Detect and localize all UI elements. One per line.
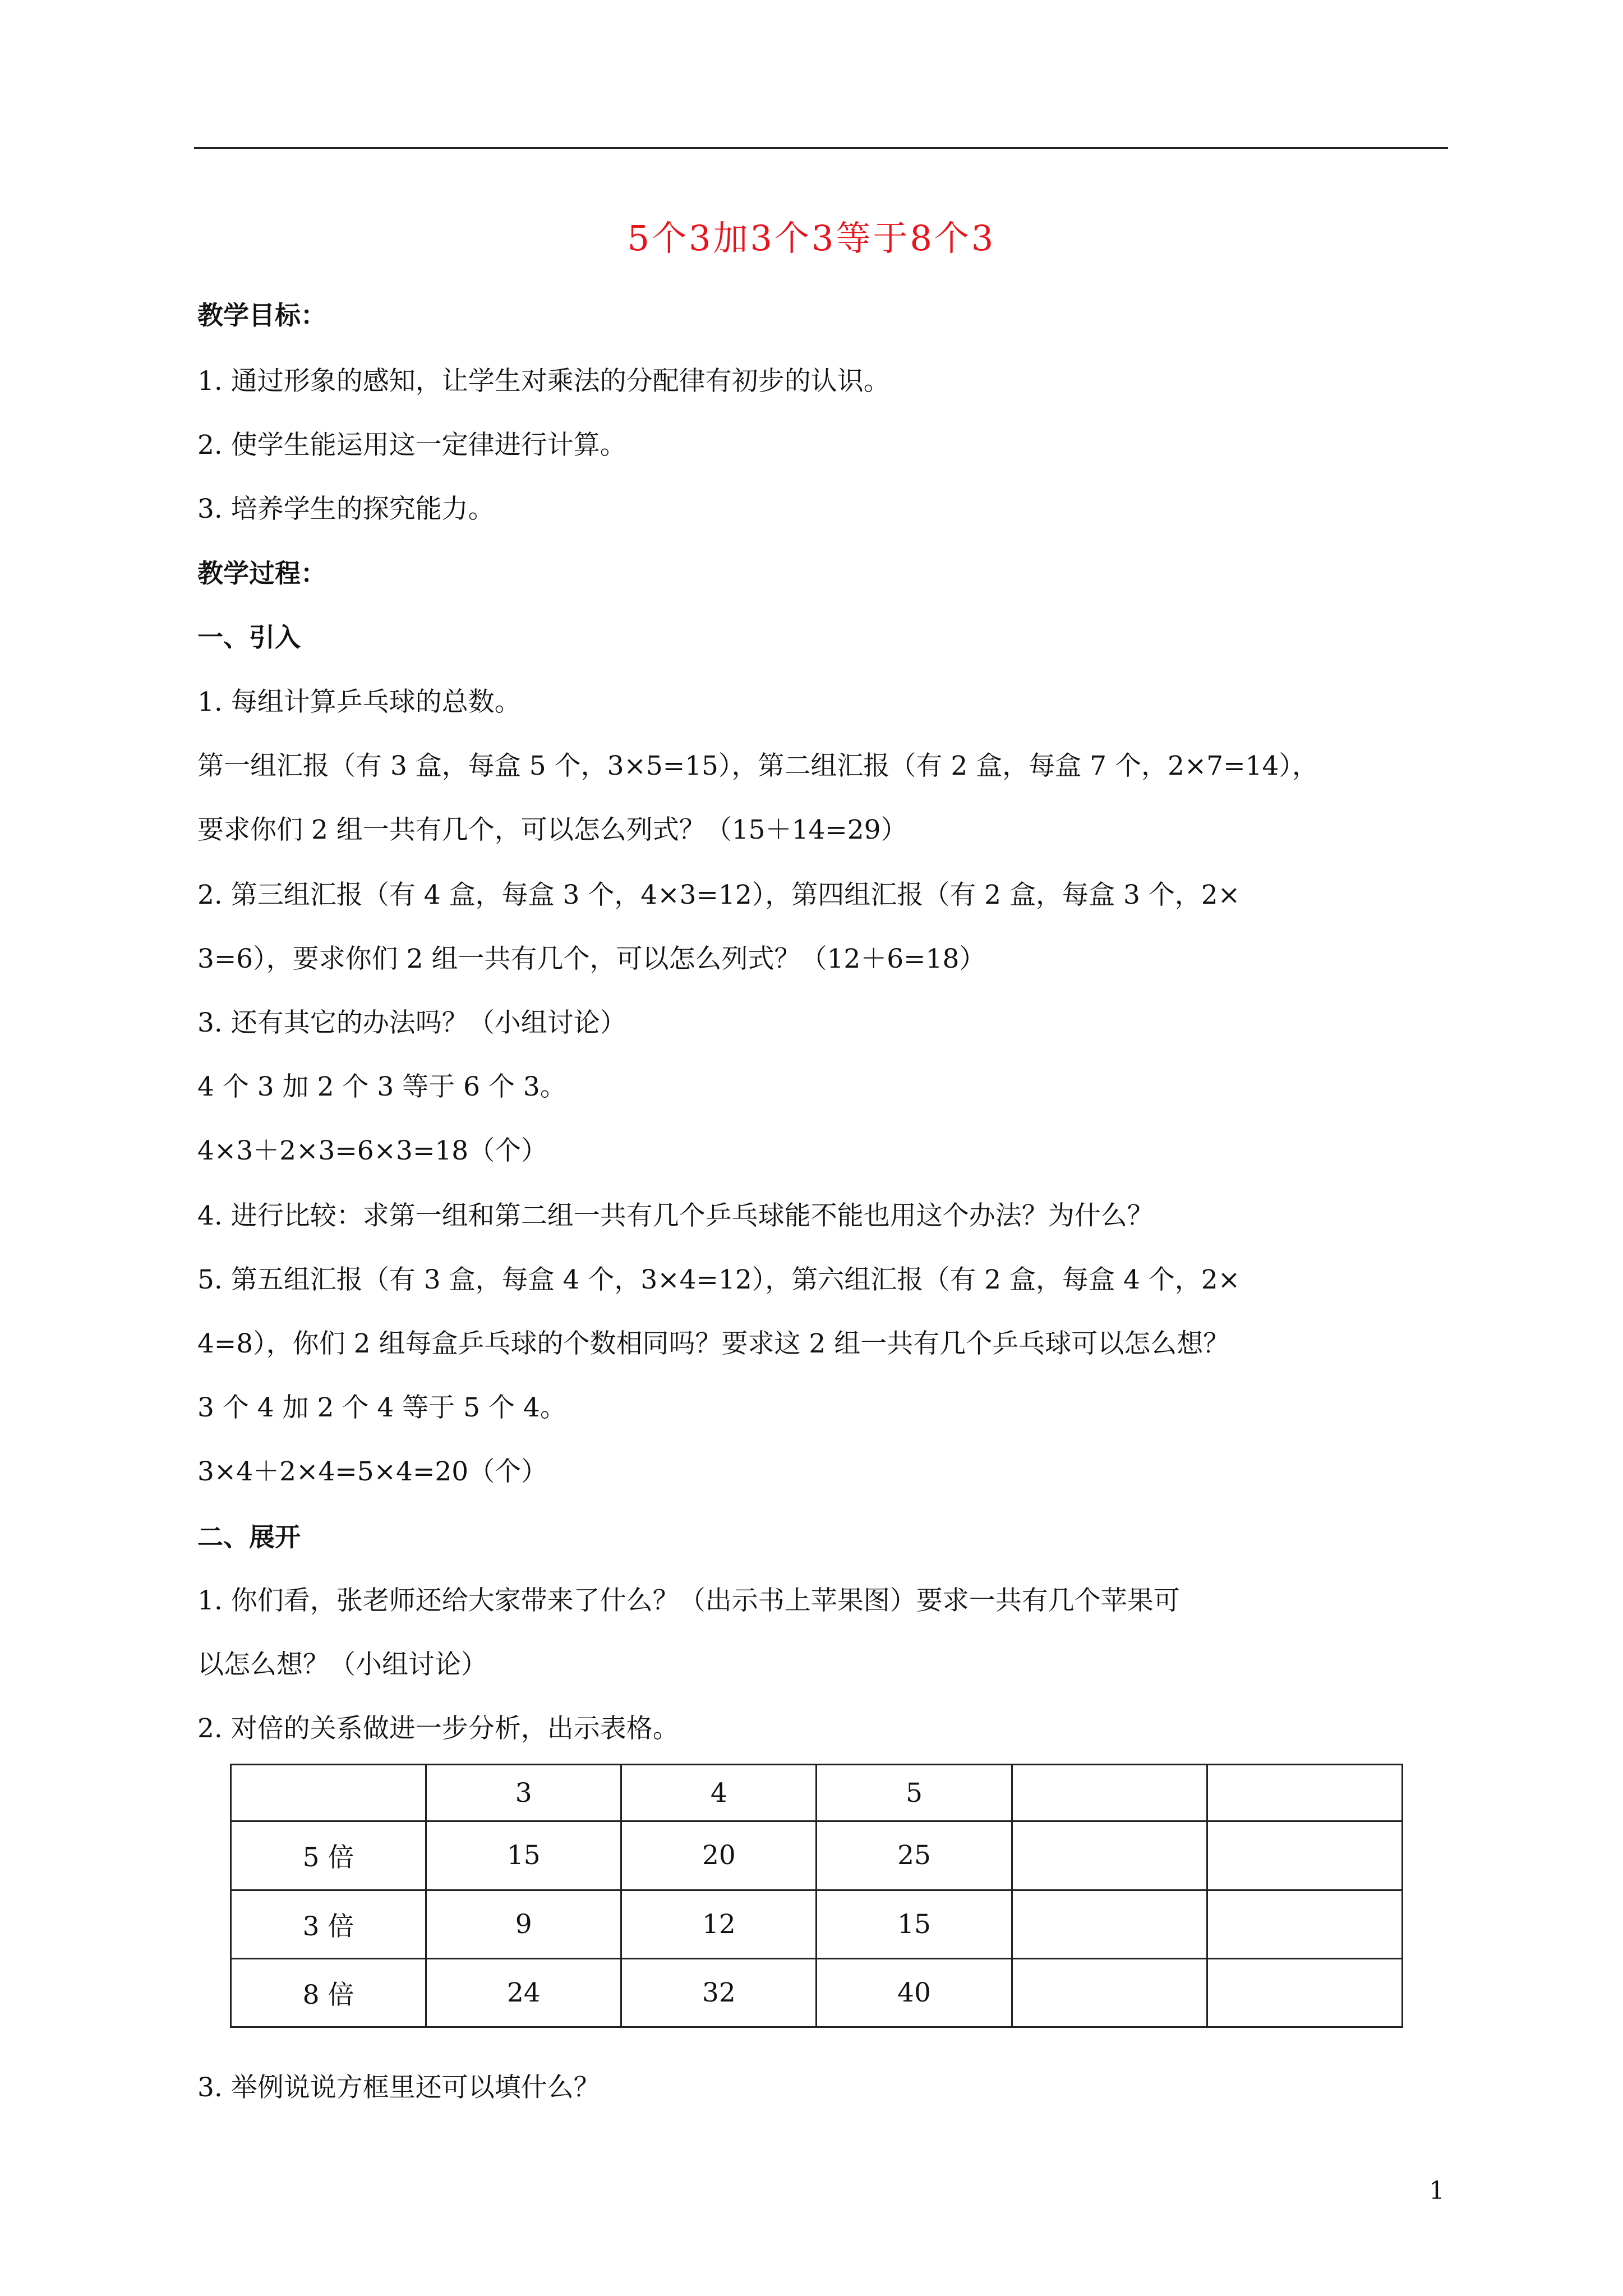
- closing-question: 3. 举例说说方框里还可以填什么？: [197, 2072, 600, 2103]
- table-cell: 15: [426, 1821, 621, 1890]
- text-line: 1. 你们看，张老师还给大家带来了什么？（出示书上苹果图）要求一共有几个苹果可: [197, 1585, 1180, 1616]
- text-line: 3=6），要求你们 2 组一共有几个，可以怎么列式？（12＋6=18）: [197, 944, 986, 974]
- table-cell: 32: [621, 1958, 817, 2027]
- table-cell: [231, 1765, 426, 1821]
- table-row: [231, 1890, 1403, 1958]
- section-heading: 二、展开: [197, 1522, 301, 1552]
- text-line: 3×4＋2×4=5×4=20（个）: [197, 1456, 548, 1487]
- text-line: 2. 第三组汇报（有 4 盒，每盒 3 个，4×3=12），第四组汇报（有 2 盒，每盒 3 个，2×: [197, 880, 1241, 910]
- table-cell: 9: [426, 1890, 621, 1958]
- text-line: 1. 通过形象的感知，让学生对乘法的分配律有初步的认识。: [197, 366, 890, 397]
- section-heading: 教学过程：: [197, 558, 326, 588]
- table-cell: 5 倍: [231, 1821, 426, 1890]
- table-cell: 15: [817, 1890, 1012, 1958]
- table-cell: 5: [817, 1765, 1012, 1821]
- table-cell: [1012, 1765, 1207, 1821]
- text-line: 要求你们 2 组一共有几个，可以怎么列式？（15＋14=29）: [197, 815, 907, 845]
- text-line: 3. 还有其它的办法吗？（小组讨论）: [197, 1007, 626, 1038]
- text-line: 4×3＋2×3=6×3=18（个）: [197, 1135, 548, 1166]
- table-cell: 25: [817, 1821, 1012, 1890]
- page-number: 1: [1429, 2177, 1445, 2205]
- text-line: 3 个 4 加 2 个 4 等于 5 个 4。: [197, 1392, 566, 1423]
- table-cell: [1012, 1890, 1207, 1958]
- text-line: 第一组汇报（有 3 盒，每盒 5 个，3×5=15），第二组汇报（有 2 盒，每盒 7 个，2×7=14），: [197, 751, 1318, 781]
- table-cell: 40: [817, 1958, 1012, 2027]
- table-cell: [1207, 1890, 1402, 1958]
- text-line: 4=8），你们 2 组每盒乒乓球的个数相同吗？要求这 2 组一共有几个乒乓球可以怎么想？: [197, 1328, 1230, 1359]
- table-cell: 3: [426, 1765, 621, 1821]
- table-cell: 20: [621, 1821, 817, 1890]
- text-line: 2. 对倍的关系做进一步分析，出示表格。: [197, 1713, 679, 1744]
- table-row: [231, 1765, 1403, 1821]
- multiplication-table: [230, 1764, 1403, 2028]
- text-line: 4 个 3 加 2 个 3 等于 6 个 3。: [197, 1071, 566, 1102]
- table-row: [231, 1958, 1403, 2027]
- text-line: 2. 使学生能运用这一定律进行计算。: [197, 430, 626, 461]
- document-title: 5个3加3个3等于8个3: [627, 218, 996, 259]
- text-line: 5. 第五组汇报（有 3 盒，每盒 4 个，3×4=12），第六组汇报（有 2 盒，每盒 4 个，2×: [197, 1264, 1241, 1295]
- text-line: 3. 培养学生的探究能力。: [197, 494, 495, 524]
- table-cell: [1012, 1821, 1207, 1890]
- text-line: 1. 每组计算乒乓球的总数。: [197, 687, 521, 717]
- table-cell: 3 倍: [231, 1890, 426, 1958]
- header-rule: [194, 147, 1448, 149]
- table-cell: [1207, 1765, 1402, 1821]
- text-line: 4. 进行比较：求第一组和第二组一共有几个乒乓球能不能也用这个办法？为什么？: [197, 1200, 1154, 1231]
- table-cell: 8 倍: [231, 1958, 426, 2027]
- section-heading: 一、引入: [197, 622, 301, 652]
- table-cell: [1207, 1958, 1402, 2027]
- section-heading: 教学目标：: [197, 300, 326, 330]
- table-cell: [1207, 1821, 1402, 1890]
- table-cell: [1012, 1958, 1207, 2027]
- table-row: [231, 1821, 1403, 1890]
- table-cell: 4: [621, 1765, 817, 1821]
- table-cell: 24: [426, 1958, 621, 2027]
- text-line: 以怎么想？（小组讨论）: [197, 1649, 487, 1680]
- table-cell: 12: [621, 1890, 817, 1958]
